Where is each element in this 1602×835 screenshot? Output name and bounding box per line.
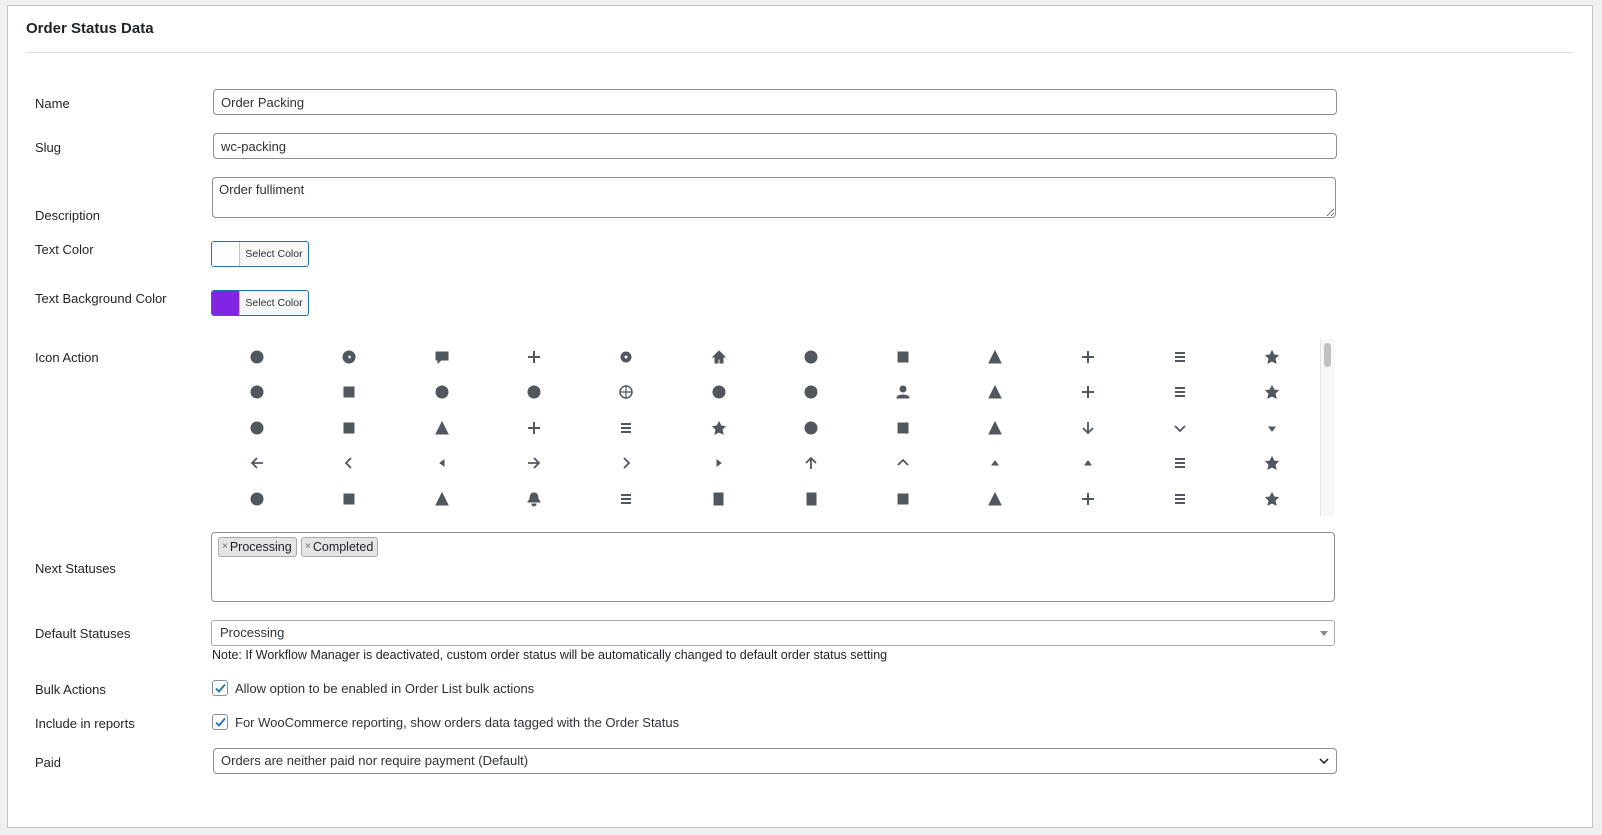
include-reports-text: For WooCommerce reporting, show orders data tagged with the Order Status <box>235 715 680 730</box>
admin-links-icon[interactable] <box>765 339 857 374</box>
arrow-up-icon[interactable] <box>949 446 1041 481</box>
arrow-right-alt-icon[interactable] <box>488 446 580 481</box>
panel-title: Order Status Data <box>26 20 154 37</box>
tag-processing-label: Processing <box>229 540 292 554</box>
admin-collapse-icon[interactable] <box>303 339 395 374</box>
block-default-icon[interactable] <box>580 481 672 516</box>
admin-plugins-icon[interactable] <box>1226 339 1318 374</box>
archive-icon[interactable] <box>949 410 1041 445</box>
admin-media-icon[interactable] <box>857 339 949 374</box>
text-color-label: Text Color <box>35 242 94 257</box>
admin-site-alt3-icon[interactable] <box>673 375 765 410</box>
align-right-icon[interactable] <box>580 410 672 445</box>
align-pull-right-icon[interactable] <box>488 410 580 445</box>
order-status-panel <box>7 5 1593 828</box>
admin-site-alt-icon[interactable] <box>488 375 580 410</box>
arrow-down-icon[interactable] <box>1226 410 1318 445</box>
paid-select-value: Orders are neither paid nor require payment (Default) <box>221 753 529 768</box>
align-none-icon[interactable] <box>303 410 395 445</box>
arrow-right-icon[interactable] <box>673 446 765 481</box>
bulk-actions-text: Allow option to be enabled in Order List bulk actions <box>235 681 535 696</box>
buddicons-buddypress-icon[interactable] <box>1042 481 1134 516</box>
admin-appearance-icon[interactable] <box>211 339 303 374</box>
icon-picker-grid <box>211 339 1336 516</box>
remove-tag-completed[interactable]: × <box>305 541 311 552</box>
admin-page-icon[interactable] <box>1134 339 1226 374</box>
awards-icon[interactable] <box>1226 446 1318 481</box>
chevron-down-icon <box>1320 631 1328 636</box>
admin-site-alt2-icon[interactable] <box>580 375 672 410</box>
checkmark-icon <box>214 716 227 729</box>
album-icon[interactable] <box>1042 375 1134 410</box>
text-color-swatch <box>212 242 240 266</box>
default-statuses-select[interactable] <box>211 620 1335 646</box>
backup-icon[interactable] <box>211 481 303 516</box>
chevron-down-icon <box>1318 755 1330 767</box>
align-wide-icon[interactable] <box>673 410 765 445</box>
buddicons-bbpress-icon[interactable] <box>949 481 1041 516</box>
icon-action-label: Icon Action <box>35 350 99 365</box>
default-statuses-label: Default Statuses <box>35 626 131 641</box>
align-pull-left-icon[interactable] <box>396 410 488 445</box>
tag-completed-label: Completed <box>312 540 374 554</box>
name-label: Name <box>35 96 70 111</box>
admin-settings-icon[interactable] <box>303 375 395 410</box>
title-divider <box>26 52 1573 53</box>
icon-grid-scroll-thumb[interactable] <box>1324 343 1331 367</box>
slug-input[interactable] <box>213 133 1337 159</box>
buddicons-community-icon[interactable] <box>1134 481 1226 516</box>
tag-processing <box>218 537 297 557</box>
bell-icon[interactable] <box>488 481 580 516</box>
arrow-up-alt-icon[interactable] <box>765 446 857 481</box>
bulk-actions-label: Bulk Actions <box>35 682 106 697</box>
arrow-down-alt2-icon[interactable] <box>1134 410 1226 445</box>
align-left-icon[interactable] <box>211 410 303 445</box>
include-reports-checkbox[interactable] <box>212 714 228 730</box>
admin-users-icon[interactable] <box>857 375 949 410</box>
align-center-icon[interactable] <box>1134 375 1226 410</box>
admin-generic-icon[interactable] <box>580 339 672 374</box>
remove-tag-processing[interactable]: × <box>222 541 228 552</box>
buddicons-forums-icon[interactable] <box>1226 481 1318 516</box>
next-statuses-multiselect[interactable] <box>211 532 1335 602</box>
text-color-picker-button[interactable] <box>211 241 309 267</box>
bulk-actions-checkbox[interactable] <box>212 680 228 696</box>
admin-comments-icon[interactable] <box>396 339 488 374</box>
admin-home-icon[interactable] <box>673 339 765 374</box>
arrow-up-duplicate-icon[interactable] <box>1042 446 1134 481</box>
align-full-width-icon[interactable] <box>1226 375 1318 410</box>
art-icon[interactable] <box>1134 446 1226 481</box>
default-statuses-value: Processing <box>220 625 285 640</box>
paid-label: Paid <box>35 755 62 770</box>
analytics-icon[interactable] <box>857 410 949 445</box>
amazon-icon[interactable] <box>765 410 857 445</box>
description-textarea[interactable] <box>212 177 1336 218</box>
text-bg-color-picker-button[interactable] <box>211 290 309 316</box>
default-statuses-note: Note: If Workflow Manager is deactivated, custom order status will be automatically changed to default order status setting <box>212 648 888 662</box>
next-statuses-label: Next Statuses <box>35 561 116 576</box>
tag-completed <box>301 537 378 557</box>
arrow-left-icon[interactable] <box>396 446 488 481</box>
admin-customizer-icon[interactable] <box>488 339 580 374</box>
buddicons-activity-icon[interactable] <box>857 481 949 516</box>
admin-post-icon[interactable] <box>211 375 303 410</box>
description-label: Description <box>35 208 101 223</box>
bank-icon[interactable] <box>303 481 395 516</box>
book-icon[interactable] <box>673 481 765 516</box>
arrow-right-alt2-icon[interactable] <box>580 446 672 481</box>
text-color-button-label: Select Color <box>245 248 303 260</box>
beer-icon[interactable] <box>396 481 488 516</box>
paid-select[interactable] <box>213 748 1337 774</box>
arrow-up-alt2-icon[interactable] <box>857 446 949 481</box>
book-alt-icon[interactable] <box>765 481 857 516</box>
admin-network-icon[interactable] <box>1042 339 1134 374</box>
icon-grid-scrollbar[interactable] <box>1320 339 1334 516</box>
arrow-left-alt2-icon[interactable] <box>303 446 395 481</box>
arrow-left-alt-icon[interactable] <box>211 446 303 481</box>
text-bg-color-swatch <box>212 291 240 315</box>
name-input[interactable] <box>213 89 1337 115</box>
arrow-down-alt-icon[interactable] <box>1042 410 1134 445</box>
admin-multisite-icon[interactable] <box>949 339 1041 374</box>
text-bg-color-button-label: Select Color <box>245 297 303 309</box>
admin-tools-icon[interactable] <box>765 375 857 410</box>
text-bg-color-label: Text Background Color <box>35 291 167 306</box>
slug-label: Slug <box>35 140 62 155</box>
include-reports-label: Include in reports <box>35 716 135 731</box>
admin-site-icon[interactable] <box>396 375 488 410</box>
airplane-icon[interactable] <box>949 375 1041 410</box>
checkmark-icon <box>214 682 227 695</box>
